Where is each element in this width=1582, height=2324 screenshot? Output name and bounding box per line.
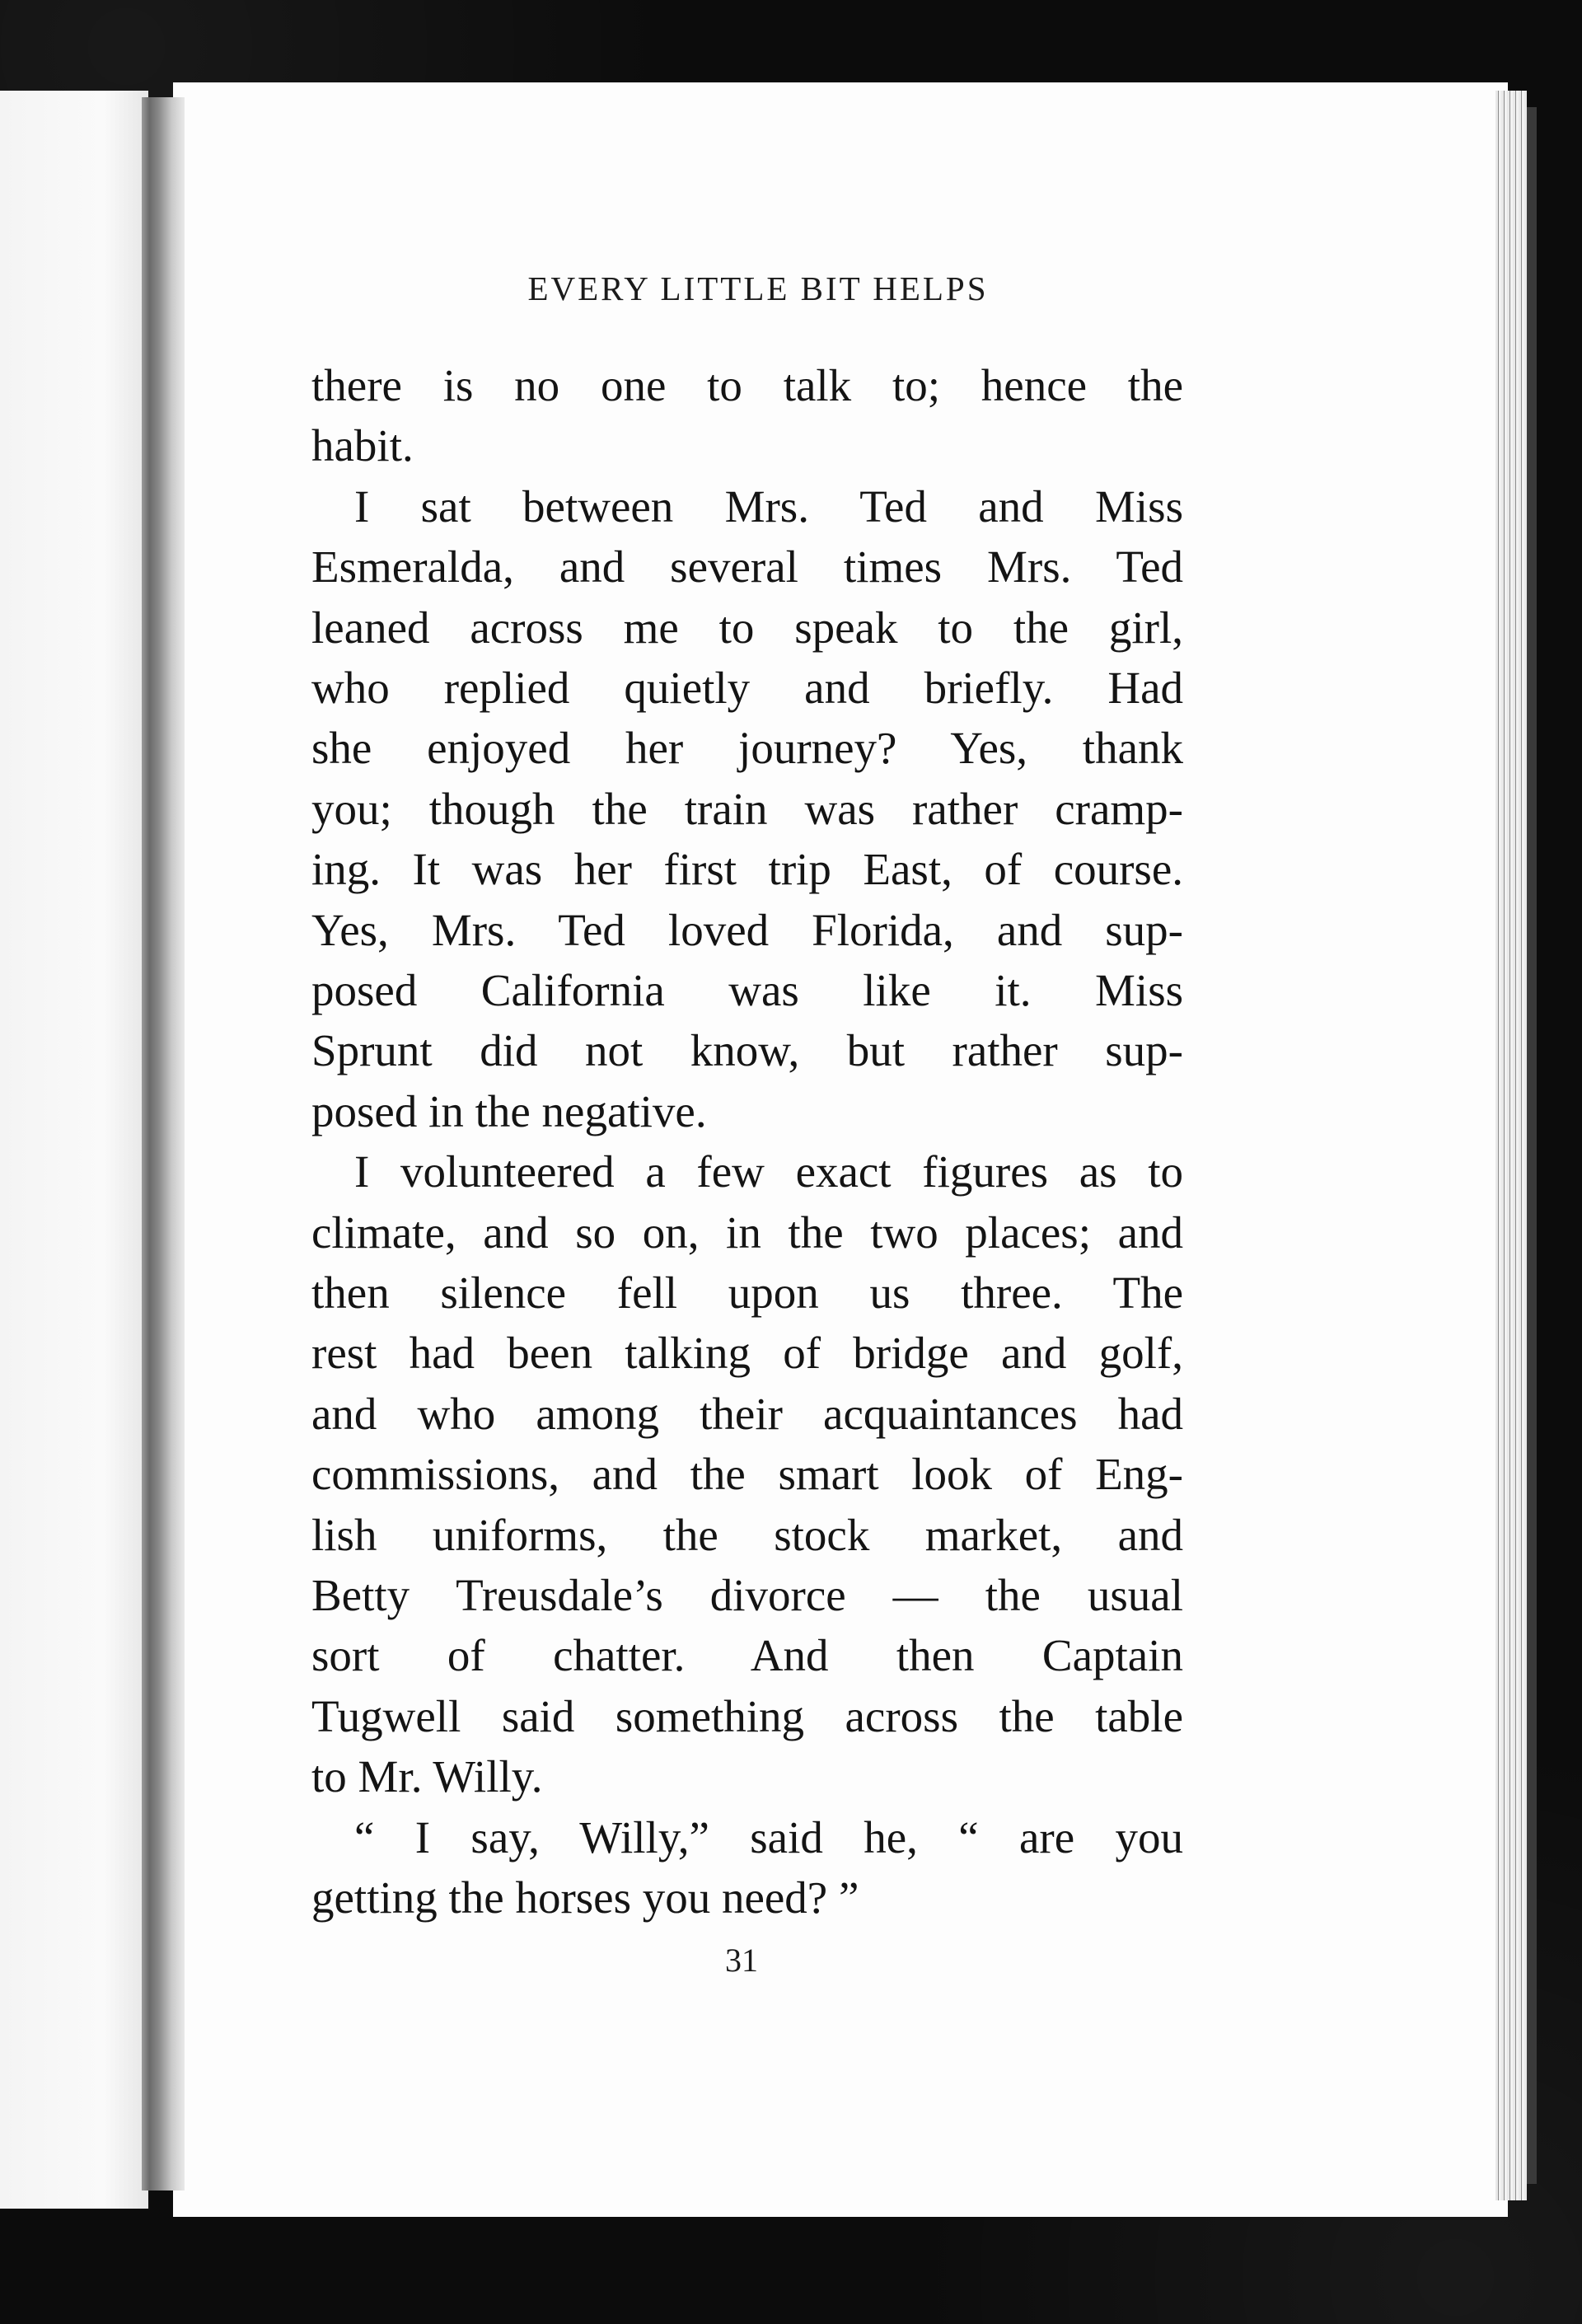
text-line: to Mr. Willy. <box>311 1751 543 1802</box>
text-line: Esmeralda, and several times Mrs. Ted <box>311 541 1183 592</box>
text-line: getting the horses you need? ” <box>311 1872 859 1923</box>
text-line: commissions, and the smart look of Eng- <box>311 1449 1183 1499</box>
text-line: Tugwell said something across the table <box>311 1691 1183 1741</box>
page-stack-edge <box>1495 91 1527 2200</box>
text-line: ing. It was her first trip East, of course. <box>311 844 1183 894</box>
text-line: she enjoyed her journey? Yes, thank <box>311 723 1183 773</box>
text-line: you; though the train was rather cramp- <box>311 784 1183 834</box>
cover-edge <box>1527 107 1537 2184</box>
text-line: then silence fell upon us three. The <box>311 1267 1183 1318</box>
text-line: I sat between Mrs. Ted and Miss <box>354 481 1183 532</box>
page-number: 31 <box>725 1942 758 1979</box>
text-line: climate, and so on, in the two places; and <box>311 1207 1183 1258</box>
facing-page-edge <box>0 91 148 2209</box>
text-line: Betty Treusdale’s divorce — the usual <box>311 1570 1183 1620</box>
text-line: there is no one to talk to; hence the <box>311 360 1183 410</box>
text-line: posed in the negative. <box>311 1086 707 1136</box>
text-line: posed California was like it. Miss <box>311 965 1183 1015</box>
text-line: “ I say, Willy,” said he, “ are you <box>354 1812 1183 1862</box>
text-line: sort of chatter. And then Captain <box>311 1630 1183 1680</box>
running-head: EVERY LITTLE BIT HELPS <box>527 269 989 307</box>
text-line: habit. <box>311 420 414 471</box>
text-line: and who among their acquaintances had <box>311 1389 1183 1439</box>
text-line: leaned across me to speak to the girl, <box>311 602 1183 653</box>
book-gutter <box>142 97 185 2190</box>
text-line: who replied quietly and briefly. Had <box>311 663 1183 713</box>
text-line: Yes, Mrs. Ted loved Florida, and sup- <box>311 905 1183 955</box>
text-line: lish uniforms, the stock market, and <box>311 1510 1183 1560</box>
text-line: Sprunt did not know, but rather sup- <box>311 1025 1183 1075</box>
text-line: rest had been talking of bridge and golf, <box>311 1328 1183 1378</box>
text-line: I volunteered a few exact figures as to <box>354 1146 1183 1197</box>
